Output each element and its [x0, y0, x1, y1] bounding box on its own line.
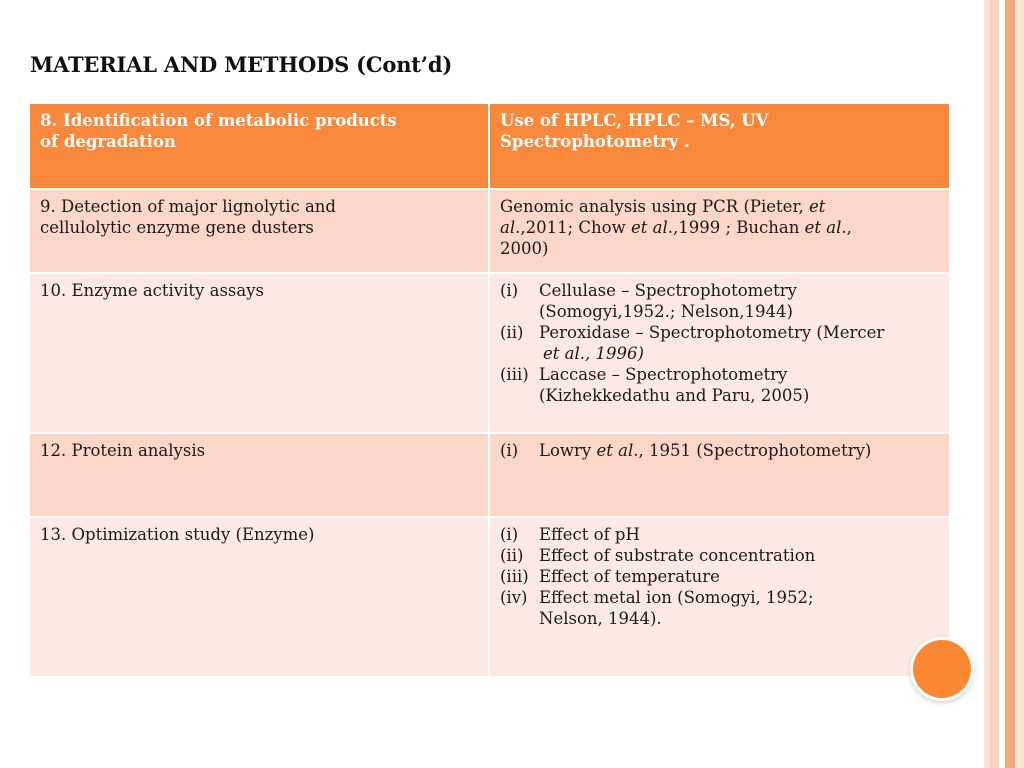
table-row	[29, 103, 950, 189]
list-item: (i) Effect of pH	[500, 525, 640, 544]
list-item: (ii) Peroxidase – Spectrophotometry (Mercer et al., 1996)	[500, 323, 885, 363]
list-item: (iii) Laccase – Spectrophotometry (Kizhekkedathu and Paru, 2005)	[500, 365, 810, 405]
table-row	[29, 189, 950, 273]
table-row	[29, 517, 950, 677]
list-item: (ii) Effect of substrate concentration	[500, 546, 816, 565]
list-item: (i) Cellulase – Spectrophotometry (Somogyi,1952.; Nelson,1944)	[500, 281, 797, 321]
table-cell-left: 13. Optimization study (Enzyme)	[29, 517, 489, 677]
orange-circle	[913, 640, 971, 698]
table-cell-left: 9. Detection of major lignolytic and cellulolytic enzyme gene dusters	[29, 189, 489, 273]
right-edge-stripes	[984, 0, 1024, 768]
list-item: (iii) Effect of temperature	[500, 567, 720, 586]
table-cell-left: 8. Identification of metabolic products of degradation	[29, 103, 489, 189]
list-item: (i) Lowry et al., 1951 (Spectrophotometry)	[500, 441, 872, 460]
slide-title: MATERIAL AND METHODS (Cont’d)	[30, 52, 453, 77]
table-row	[29, 433, 950, 517]
table-cell-left: 12. Protein analysis	[29, 433, 489, 517]
table-cell-left: 10. Enzyme activity assays	[29, 273, 489, 433]
list-item: (iv) Effect metal ion (Somogyi, 1952; Nelson, 1944).	[500, 588, 814, 628]
table-cell-right	[489, 433, 950, 517]
table-row	[29, 273, 950, 433]
table-cell-right: Genomic analysis using PCR (Pieter, et al.,2011; Chow et al.,1999 ; Buchan et al., 2000)	[489, 189, 950, 273]
table-cell-right	[489, 517, 950, 677]
table-cell-right: Use of HPLC, HPLC – MS, UV Spectrophotometry .	[489, 103, 950, 189]
methods-table	[28, 102, 951, 678]
table-cell-right	[489, 273, 950, 433]
